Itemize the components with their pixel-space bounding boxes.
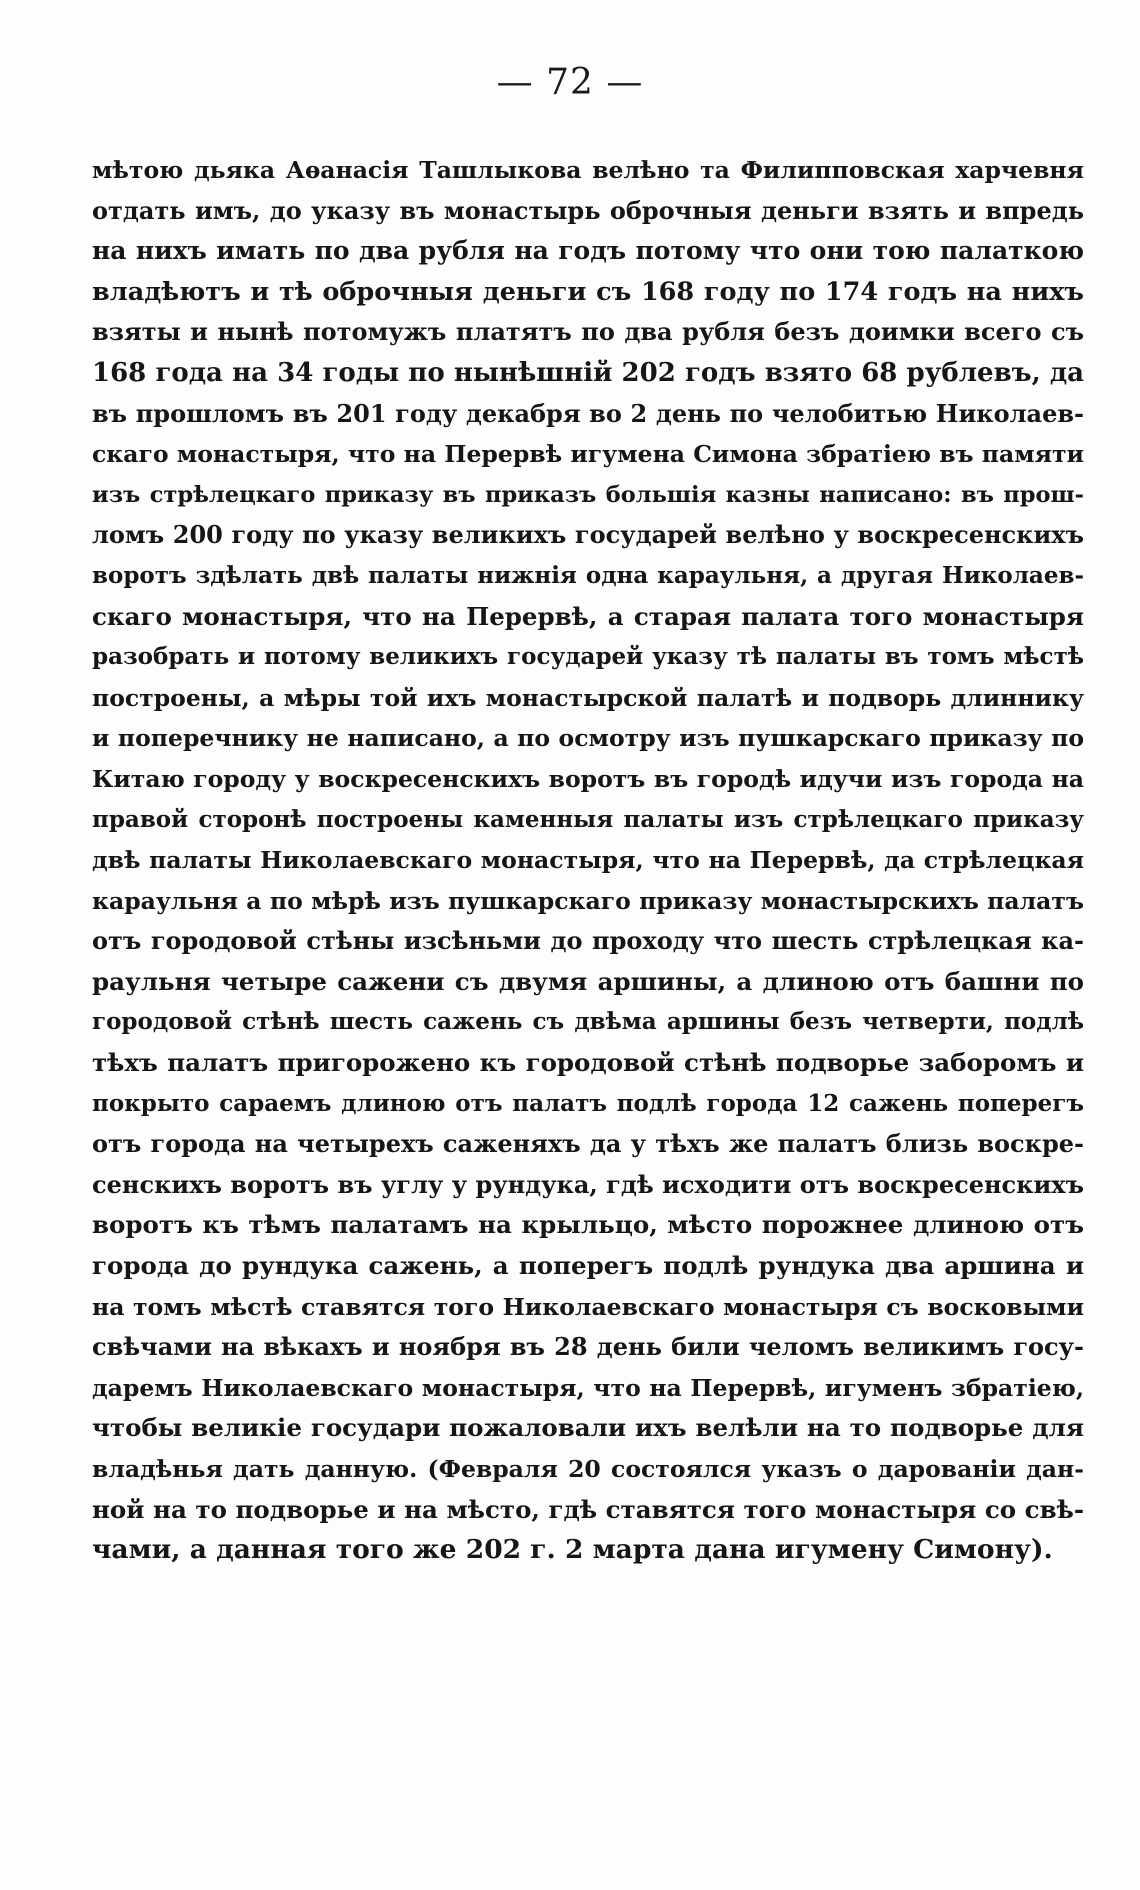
text-line: на томъ мѣстѣ ставятся того Николаевскаго монастыря съ восковыми — [92, 1292, 1084, 1321]
text-line: владѣнья дать данную. (Февраля 20 состоялся указъ о дарованіи дан- — [92, 1455, 1084, 1483]
body-text — [92, 150, 1084, 1571]
text-line: скаго монастыря, что на Перервѣ, а старая палата того монастыря — [92, 601, 1084, 631]
text-line: 168 года на 34 годы по нынѣшній 202 годъ взято 68 рублевъ, да — [92, 357, 1084, 388]
text-line-last: чами, а данная того же 202 г. 2 марта дана игумену Симону). — [92, 1534, 1053, 1566]
text-line: правой сторонѣ построены каменныя палаты изъ стрѣлецкаго приказу — [92, 805, 1084, 833]
text-line: разобрать и потому великихъ государей указу тѣ палаты въ томъ мѣстѣ — [92, 643, 1084, 671]
text-line: ломъ 200 году по указу великихъ государей велѣно у воскресенскихъ — [92, 520, 1084, 550]
text-line: на нихъ имать по два рубля на годъ потому что они тою палаткою — [92, 236, 1084, 266]
text-line: воротъ къ тѣмъ палатамъ на крыльцо, мѣсто порожнее длиною отъ — [92, 1210, 1084, 1240]
text-line: покрыто сараемъ длиною отъ палатъ подлѣ города 12 сажень поперегъ — [92, 1089, 1084, 1117]
text-line: городовой стѣнѣ шесть сажень съ двѣма аршины безъ четверти, подлѣ — [92, 1008, 1084, 1036]
text-line: отдать имъ, до указу въ монастырь оброчныя деньги взять и впредь — [92, 195, 1084, 225]
text-line: города до рундука сажень, а поперегъ подлѣ рундука два аршина и — [92, 1251, 1084, 1281]
page-number: — 72 — — [496, 62, 644, 103]
text-line: владѣютъ и тѣ оброчныя деньги съ 168 году по 174 годъ на нихъ — [92, 276, 1084, 307]
text-line: построены, а мѣры той ихъ монастырской палатѣ и подворь длиннику — [92, 683, 1084, 712]
text-line: даремъ Николаевскаго монастыря, что на Перервѣ, игуменъ збратіею, — [92, 1373, 1084, 1402]
text-line: изъ стрѣлецкаго приказу въ приказъ большія казны написано: въ прош- — [92, 481, 1084, 508]
text-line: отъ города на четырехъ саженяхъ да у тѣхъ же палатъ близь воскре- — [92, 1129, 1084, 1159]
text-line: чтобы великіе государи пожаловали ихъ велѣли на то подворье для — [92, 1413, 1084, 1443]
text-line: въ прошломъ въ 201 году декабря во 2 день по челобитью Николаев- — [92, 398, 1084, 428]
text-line: взяты и нынѣ потомужъ платятъ по два рубля безъ доимки всего съ — [92, 317, 1084, 347]
text-line: Китаю городу у воскресенскихъ воротъ въ городѣ идучи изъ города на — [92, 764, 1084, 793]
text-line: двѣ палаты Николаевскаго монастыря, что на Перервѣ, да стрѣлецкая — [92, 846, 1084, 875]
text-line: сенскихъ воротъ въ углу у рундука, гдѣ исходити отъ воскресенскихъ — [92, 1169, 1084, 1199]
text-line: караульня а по мѣрѣ изъ пушкарскаго приказу монастырскихъ палатъ — [92, 886, 1084, 915]
text-line: мѣтою дьяка Аѳанасія Ташлыкова велѣно та Филипповская харчевня — [92, 156, 1084, 184]
text-line: отъ городовой стѣны изсѣньми до проходу что шесть стрѣлецкая ка- — [92, 926, 1084, 956]
text-line: раульня четыре сажени съ двумя аршины, а длиною отъ башни по — [92, 966, 1084, 996]
text-line: и поперечнику не написано, а по осмотру изъ пушкарскаго приказу по — [92, 724, 1084, 753]
text-line: скаго монастыря, что на Перервѣ игумена Симона збратіею въ памяти — [92, 440, 1084, 469]
text-line: ной на то подворье и на мѣсто, гдѣ ставятся того монастыря со свѣ- — [92, 1494, 1084, 1524]
text-line: тѣхъ палатъ пригорожено къ городовой стѣнѣ подворье заборомъ и — [92, 1048, 1084, 1078]
text-line: воротъ здѣлать двѣ палаты нижнія одна караульня, а другая Николаев- — [92, 561, 1084, 589]
text-line: свѣчами на вѣкахъ и ноября въ 28 день били челомъ великимъ госу- — [92, 1332, 1084, 1362]
